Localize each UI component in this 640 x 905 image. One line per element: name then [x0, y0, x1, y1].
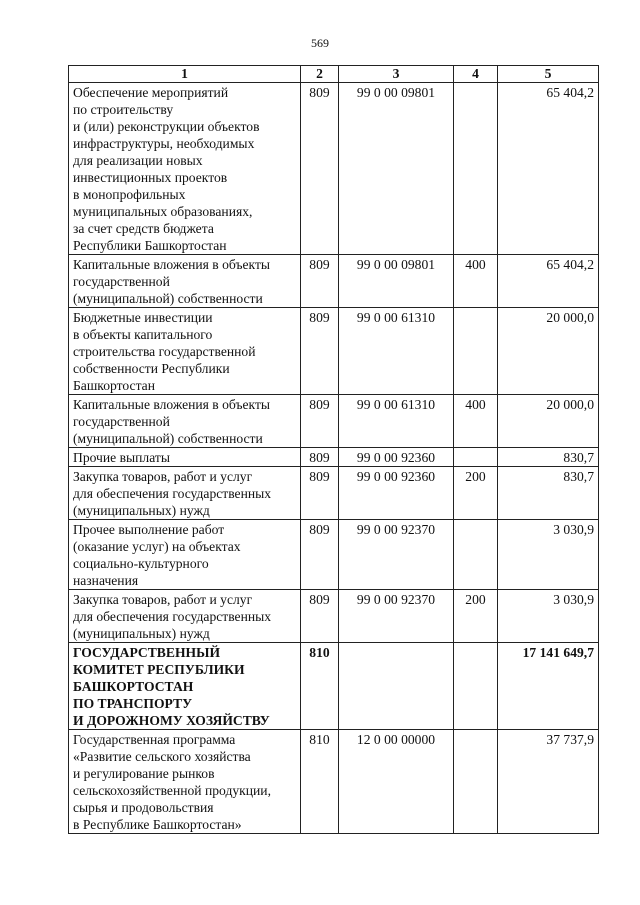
row-name-cell: Закупка товаров, работ и услуг для обеспечения государственных (муниципальных) нужд — [69, 467, 301, 520]
row-ministry-cell: 809 — [301, 255, 339, 308]
page-number: 569 — [311, 36, 329, 50]
row-amount-cell: 37 737,9 — [498, 730, 599, 834]
row-amount-cell: 3 030,9 — [498, 520, 599, 590]
row-expense-type-cell — [454, 730, 498, 834]
table-row — [69, 467, 599, 520]
row-ministry-cell: 809 — [301, 395, 339, 448]
row-expense-type-cell: 400 — [454, 255, 498, 308]
row-ministry-cell: 809 — [301, 308, 339, 395]
row-article-cell: 99 0 00 61310 — [339, 395, 454, 448]
header-col-4: 4 — [454, 66, 498, 83]
row-expense-type-cell — [454, 308, 498, 395]
row-amount-cell: 3 030,9 — [498, 590, 599, 643]
row-expense-type-cell: 200 — [454, 467, 498, 520]
table-row — [69, 643, 599, 730]
row-expense-type-cell — [454, 643, 498, 730]
row-expense-type-cell: 200 — [454, 590, 498, 643]
row-amount-cell: 65 404,2 — [498, 83, 599, 255]
row-article-cell: 99 0 00 92370 — [339, 520, 454, 590]
row-ministry-cell: 809 — [301, 590, 339, 643]
table-row — [69, 730, 599, 834]
row-expense-type-cell — [454, 83, 498, 255]
row-expense-type-cell: 400 — [454, 395, 498, 448]
row-name-cell: ГОСУДАРСТВЕННЫЙ КОМИТЕТ РЕСПУБЛИКИ БАШКОРТОСТАН ПО ТРАНСПОРТУ И ДОРОЖНОМУ ХОЗЯЙСТВУ — [69, 643, 301, 730]
row-article-cell: 99 0 00 92370 — [339, 590, 454, 643]
header-col-2: 2 — [301, 66, 339, 83]
header-col-1: 1 — [69, 66, 301, 83]
row-expense-type-cell — [454, 448, 498, 467]
row-name-cell: Государственная программа «Развитие сельского хозяйства и регулирование рынков сельскохозяйственной продукции, сырья и продовольствия в Республике Башкортостан» — [69, 730, 301, 834]
table-row — [69, 395, 599, 448]
header-col-3: 3 — [339, 66, 454, 83]
table-body — [69, 83, 599, 834]
row-name-cell: Прочие выплаты — [69, 448, 301, 467]
row-amount-cell: 20 000,0 — [498, 395, 599, 448]
row-ministry-cell: 809 — [301, 83, 339, 255]
row-amount-cell: 830,7 — [498, 448, 599, 467]
row-name-cell: Капитальные вложения в объекты государственной (муниципальной) собственности — [69, 395, 301, 448]
table-row — [69, 520, 599, 590]
row-article-cell: 99 0 00 61310 — [339, 308, 454, 395]
row-article-cell: 12 0 00 00000 — [339, 730, 454, 834]
row-article-cell: 99 0 00 09801 — [339, 83, 454, 255]
row-amount-cell: 830,7 — [498, 467, 599, 520]
row-article-cell: 99 0 00 92360 — [339, 467, 454, 520]
row-name-cell: Закупка товаров, работ и услуг для обеспечения государственных (муниципальных) нужд — [69, 590, 301, 643]
header-row — [69, 66, 599, 83]
table-row — [69, 83, 599, 255]
table-row — [69, 308, 599, 395]
row-name-cell: Обеспечение мероприятий по строительству и (или) реконструкции объектов инфраструктуры, необходимых для реализации новых инвестиционных проектов в монопрофильных муниципальных образованиях, за счет средств бюджета Республики Башкортостан — [69, 83, 301, 255]
row-article-cell — [339, 643, 454, 730]
row-amount-cell: 20 000,0 — [498, 308, 599, 395]
row-amount-cell: 65 404,2 — [498, 255, 599, 308]
row-name-cell: Бюджетные инвестиции в объекты капитального строительства государственной собственности Республики Башкортостан — [69, 308, 301, 395]
row-name-cell: Прочее выполнение работ (оказание услуг) на объектах социально-культурного назначения — [69, 520, 301, 590]
budget-table — [68, 65, 599, 834]
table-row — [69, 448, 599, 467]
table-header — [69, 66, 599, 83]
row-name-cell: Капитальные вложения в объекты государственной (муниципальной) собственности — [69, 255, 301, 308]
row-article-cell: 99 0 00 92360 — [339, 448, 454, 467]
row-article-cell: 99 0 00 09801 — [339, 255, 454, 308]
table-row — [69, 255, 599, 308]
row-amount-cell: 17 141 649,7 — [498, 643, 599, 730]
header-col-5: 5 — [498, 66, 599, 83]
row-expense-type-cell — [454, 520, 498, 590]
row-ministry-cell: 809 — [301, 467, 339, 520]
row-ministry-cell: 809 — [301, 448, 339, 467]
table-row — [69, 590, 599, 643]
row-ministry-cell: 809 — [301, 520, 339, 590]
row-ministry-cell: 810 — [301, 730, 339, 834]
row-ministry-cell: 810 — [301, 643, 339, 730]
